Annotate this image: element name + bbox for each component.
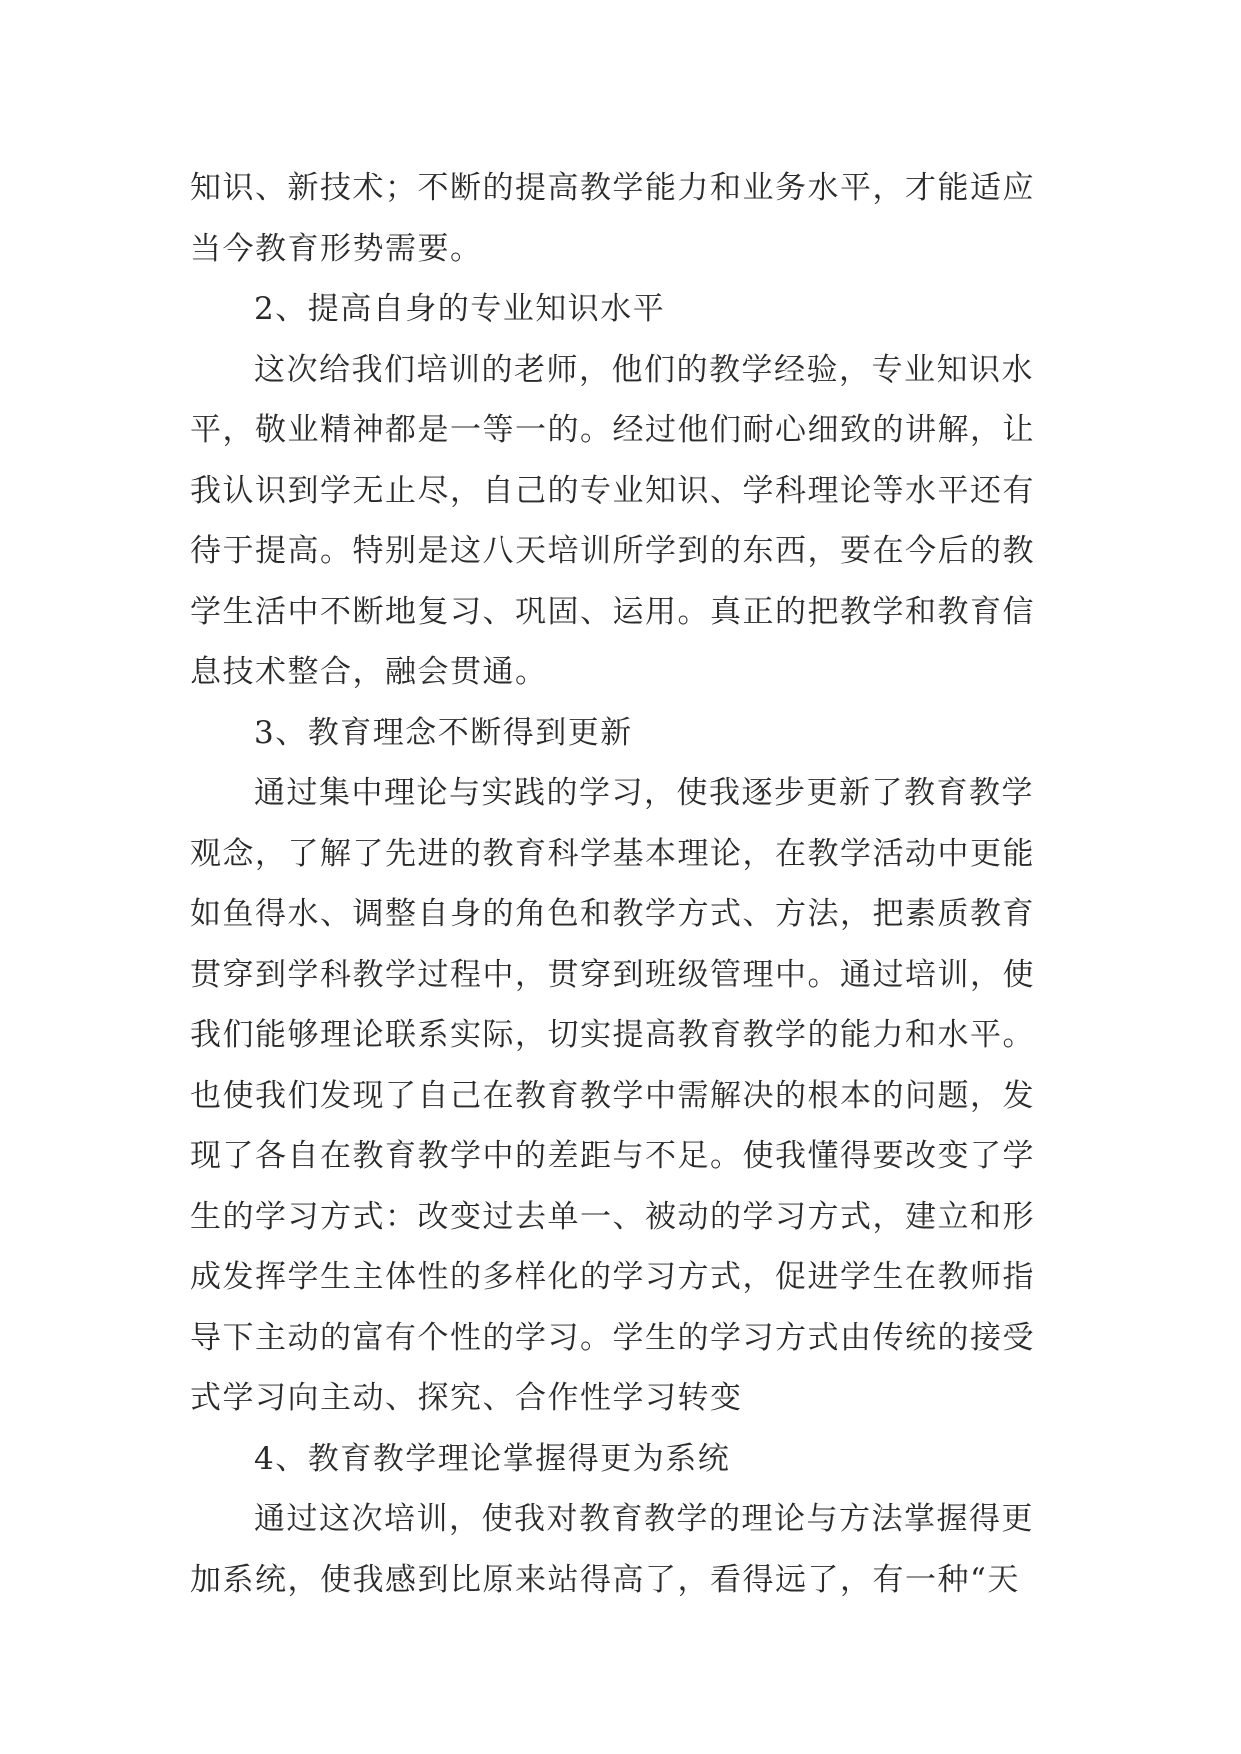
- paragraph-line: 导下主动的富有个性的学习。学生的学习方式由传统的接受: [190, 1319, 1035, 1356]
- paragraph-line: 平，敬业精神都是一等一的。经过他们耐心细致的讲解，让: [190, 412, 1035, 448]
- paragraph-line: 学生活中不断地复习、巩固、运用。真正的把教学和教育信: [190, 593, 1035, 630]
- paragraph-line-indented: 2、提高自身的专业知识水平: [254, 291, 666, 327]
- paragraph-line: 待于提高。特别是这八天培训所学到的东西，要在今后的教: [190, 533, 1035, 569]
- paragraph-line: 当今教育形势需要。: [190, 230, 483, 267]
- paragraph-line: 贯穿到学科教学过程中，贯穿到班级管理中。通过培训，使: [190, 956, 1035, 993]
- paragraph-line-indented: 通过集中理论与实践的学习，使我逐步更新了教育教学: [254, 775, 1034, 811]
- paragraph-line-indented: 这次给我们培训的老师，他们的教学经验，专业知识水: [254, 351, 1034, 388]
- paragraph-line: 观念，了解了先进的教育科学基本理论，在教学活动中更能: [190, 835, 1035, 872]
- paragraph-line: 加系统，使我感到比原来站得高了，看得远了，有一种“天: [190, 1561, 1020, 1598]
- paragraph-line: 式学习向主动、探究、合作性学习转变: [190, 1380, 743, 1416]
- paragraph-line: 我们能够理论联系实际，切实提高教育教学的能力和水平。: [190, 1017, 1035, 1053]
- paragraph-line: 成发挥学生主体性的多样化的学习方式，促进学生在教师指: [190, 1259, 1035, 1295]
- paragraph-line: 息技术整合，融会贯通。: [190, 654, 548, 690]
- paragraph-line-indented: 3、教育理念不断得到更新: [254, 714, 633, 751]
- paragraph-line-indented: 4、教育教学理论掌握得更为系统: [254, 1440, 731, 1477]
- paragraph-line: 也使我们发现了自己在教育教学中需解决的根本的问题，发: [190, 1077, 1035, 1114]
- paragraph-line: 知识、新技术；不断的提高教学能力和业务水平，才能适应: [190, 170, 1035, 206]
- paragraph-line: 现了各自在教育教学中的差距与不足。使我懂得要改变了学: [190, 1138, 1035, 1174]
- paragraph-line-indented: 通过这次培训，使我对教育教学的理论与方法掌握得更: [254, 1501, 1034, 1537]
- paragraph-line: 生的学习方式：改变过去单一、被动的学习方式，建立和形: [190, 1198, 1035, 1235]
- paragraph-line: 我认识到学无止尽，自己的专业知识、学科理论等水平还有: [190, 472, 1035, 509]
- document-body: [190, 158, 1070, 1610]
- paragraph-line: 如鱼得水、调整自身的角色和教学方式、方法，把素质教育: [190, 896, 1035, 932]
